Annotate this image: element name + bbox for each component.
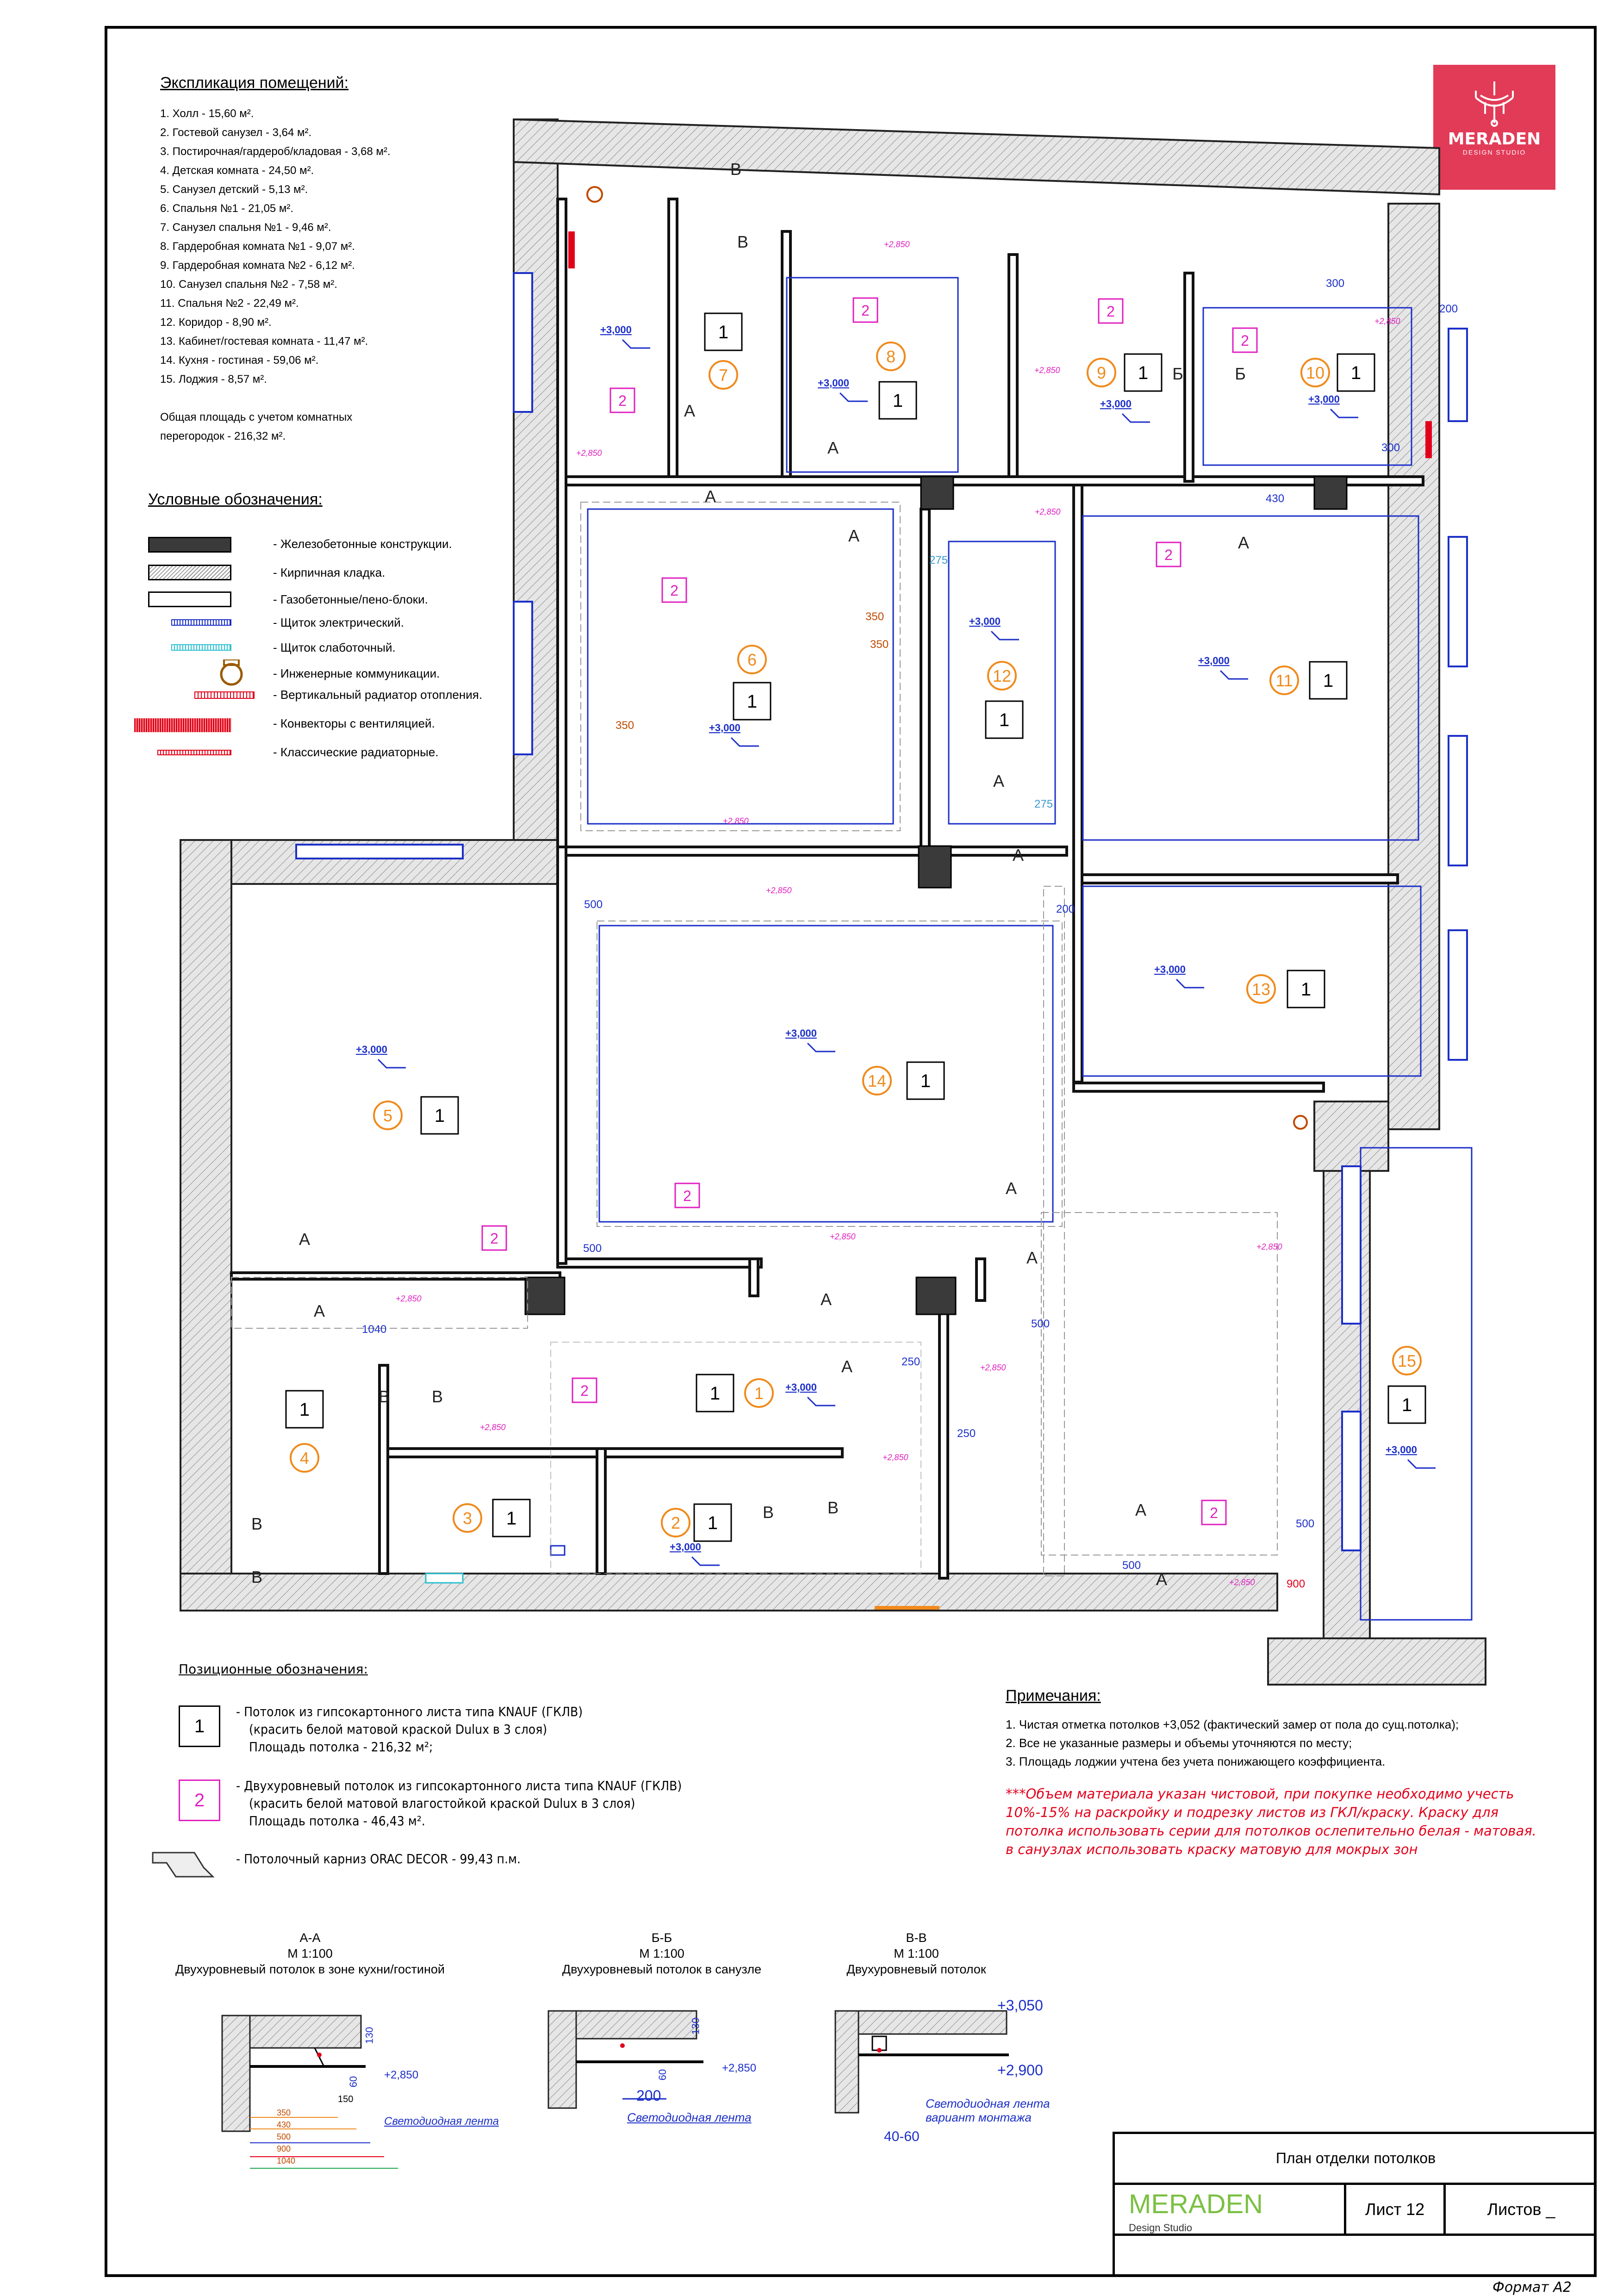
logo-sub: DESIGN STUDIO — [1462, 149, 1526, 156]
ceiling-type-number: 1 — [434, 1106, 445, 1126]
drop-level-label: +2,850 — [1034, 366, 1060, 375]
ceiling-type-number: 1 — [1323, 671, 1334, 691]
ceiling-type-number: 1 — [920, 1071, 931, 1091]
section-letter: А — [704, 487, 716, 506]
type2-number: 2 — [490, 1230, 498, 1247]
section-scale: М 1:100 — [894, 1947, 939, 1960]
total-area-line1: Общая площадь с учетом комнатных — [160, 411, 353, 423]
drop-level-label: +2,850 — [1035, 507, 1061, 516]
dim-label: 200 — [636, 2087, 661, 2104]
format-label: Формат А2 — [1492, 2279, 1572, 2296]
list-item: 2. Гостевой санузел - 3,64 м². — [160, 126, 312, 139]
type2-number: 2 — [618, 392, 627, 409]
description-line: Площадь потолка - 46,43 м². — [249, 1813, 425, 1829]
section-scale: М 1:100 — [287, 1947, 333, 1960]
ceiling-type-number: 1 — [1350, 363, 1362, 383]
section-letter: Б — [1235, 364, 1246, 383]
dim-label: 500 — [277, 2132, 291, 2141]
level-mark-label: +3,000 — [1154, 964, 1186, 975]
level-mark-label: +3,000 — [1386, 1444, 1417, 1456]
list-item: 7. Санузел спальня №1 - 9,46 м². — [160, 221, 331, 234]
dim-label: 430 — [277, 2120, 291, 2129]
drop-level-label: +2,850 — [396, 1294, 422, 1303]
ceiling-type-number: 1 — [707, 1513, 718, 1533]
led-label: Светодиодная лента — [384, 2115, 499, 2128]
notes-title: Примечания: — [1006, 1687, 1101, 1705]
list-item: 4. Детская комната - 24,50 м². — [160, 164, 314, 177]
led-variant-label: вариант монтажа — [926, 2110, 1032, 2124]
drop-level-label: +2,850 — [1256, 1242, 1282, 1251]
dimension-label: 430 — [1266, 492, 1285, 505]
dim-label: 60 — [657, 2069, 669, 2081]
drop-level-label: +2,850 — [980, 1363, 1006, 1372]
section-letter: А — [1005, 1179, 1017, 1198]
note-item: 2. Все не указанные размеры и объемы уточняются по месту; — [1006, 1736, 1352, 1750]
ceiling-type-number: 1 — [1401, 1395, 1412, 1415]
section-letter: В — [737, 232, 749, 251]
dimension-label: 200 — [1056, 903, 1075, 915]
description-line: - Двухуровневый потолок из гипсокартонного листа типа KNAUF (ГКЛВ) — [236, 1778, 682, 1793]
section-letter: А — [820, 1290, 832, 1309]
section-letter: В — [762, 1503, 774, 1522]
type2-number: 2 — [1241, 332, 1249, 349]
section-caption: Двухуровневый потолок в санузле — [562, 1962, 762, 1976]
section-letter: А — [993, 772, 1005, 790]
list-item: 1. Холл - 15,60 м². — [160, 107, 254, 120]
dimension-label: 500 — [584, 898, 603, 911]
ceiling-type-number: 1 — [1300, 979, 1312, 1000]
level-mark-label: +3,000 — [709, 722, 740, 734]
type2-number: 2 — [670, 582, 678, 599]
list-item: 6. Спальня №1 - 21,05 м². — [160, 202, 294, 215]
section-caption: Двухуровневый потолок в зоне кухни/гостиной — [175, 1962, 445, 1976]
level-mark-label: +3,000 — [1198, 655, 1230, 666]
ceiling-type-number: 1 — [718, 322, 729, 342]
ceiling-type-number: 1 — [506, 1508, 517, 1529]
list-item: 9. Гардеробная комната №2 - 6,12 м². — [160, 259, 355, 272]
level-label: +2,850 — [722, 2062, 757, 2074]
dimension-label: 275 — [929, 554, 948, 566]
list-item: 11. Спальня №2 - 22,49 м². — [160, 297, 299, 310]
drop-level-label: +2,850 — [883, 1453, 908, 1462]
room-number: 10 — [1306, 363, 1325, 382]
section-letter: В — [251, 1514, 263, 1533]
type2-number: 2 — [1164, 547, 1173, 563]
section-letter: А — [1156, 1570, 1168, 1589]
section-letter: В — [730, 160, 742, 179]
level-mark-label: +3,000 — [670, 1541, 701, 1553]
section-letter: А — [827, 438, 839, 457]
room-number: 1 — [754, 1384, 764, 1403]
ceiling-type-number: 1 — [746, 691, 758, 712]
description-line: Площадь потолка - 216,32 м²; — [249, 1739, 433, 1755]
note-item: 3. Площадь лоджии учтена без учета понижающего коэффициента. — [1006, 1755, 1386, 1768]
legend-label: - Вертикальный радиатор отопления. — [273, 688, 483, 702]
room-number: 13 — [1251, 980, 1271, 999]
title-block — [1113, 2132, 1597, 2277]
dim-label: 150 — [338, 2094, 354, 2104]
section-caption: Двухуровневый потолок — [846, 1962, 986, 1976]
led-label: Светодиодная лента — [627, 2110, 752, 2124]
room-number: 6 — [747, 650, 757, 669]
section-name: А-А — [299, 1931, 321, 1945]
list-item: 13. Кабинет/гостевая комната - 11,47 м². — [160, 335, 368, 348]
dimension-label: 500 — [583, 1242, 602, 1255]
room-number: 12 — [992, 666, 1012, 685]
note-item: 1. Чистая отметка потолков +3,052 (фактический замер от пола до сущ.потолка); — [1006, 1717, 1459, 1731]
dimension-label: 300 — [1326, 277, 1345, 290]
legend-label: - Щиток электрический. — [273, 616, 404, 629]
dim-label: 130 — [363, 2027, 375, 2044]
ceiling-type-number: 1 — [299, 1400, 310, 1420]
dimension-label: 300 — [1381, 442, 1400, 454]
section-letter: Б — [1172, 364, 1183, 383]
section-name: Б-Б — [651, 1931, 672, 1945]
dimension-label: 900 — [1287, 1578, 1306, 1590]
legend-label: - Классические радиаторные. — [273, 745, 439, 759]
dim-label: 350 — [277, 2108, 291, 2117]
dimension-label: 275 — [1034, 798, 1053, 810]
section-letter: В — [251, 1568, 263, 1587]
title-brand: MERADEN — [1129, 2189, 1263, 2219]
description-line: (красить белой матовой влагостойкой краской Dulux в 3 слоя) — [249, 1796, 635, 1811]
section-a-dims — [277, 2107, 295, 2167]
list-item: 3. Постирочная/гардероб/кладовая - 3,68 м². — [160, 145, 391, 158]
room-number: 15 — [1397, 1351, 1417, 1370]
level-mark-label: +3,000 — [356, 1044, 387, 1055]
type2-number: 2 — [1107, 303, 1115, 320]
ceiling-type-number: 1 — [892, 391, 903, 411]
room-number: 7 — [718, 366, 728, 385]
list-item: 10. Санузел спальня №2 - 7,58 м². — [160, 278, 337, 291]
drop-level-label: +2,850 — [1229, 1578, 1255, 1587]
room-number: 2 — [671, 1513, 681, 1532]
ceiling-type-number: 1 — [1138, 363, 1149, 383]
legend-label: - Кирпичная кладка. — [273, 566, 386, 579]
list-item: 14. Кухня - гостиная - 59,06 м². — [160, 354, 319, 367]
dim-label: 40-60 — [884, 2129, 920, 2144]
legend-label: - Железобетонные конструкции. — [273, 537, 452, 551]
level-mark-label: +3,000 — [1308, 393, 1340, 405]
dim-label: 900 — [277, 2144, 291, 2153]
dimension-label: 250 — [957, 1427, 976, 1440]
legend-label: - Щиток слаботочный. — [273, 641, 396, 654]
type2-number: 2 — [683, 1188, 691, 1204]
section-letter: А — [298, 1230, 311, 1249]
explication-title: Экспликация помещений: — [160, 74, 349, 92]
drop-level-label: +2,850 — [830, 1232, 856, 1241]
section-b-drawing — [548, 2011, 703, 2108]
section-letter: А — [1012, 846, 1024, 865]
description-line: (красить белой матовой краской Dulux в 3 слоя) — [249, 1722, 547, 1737]
level-mark-label: +3,000 — [785, 1027, 817, 1039]
ceiling-type2-marker: 2 — [179, 1780, 220, 1821]
dim-label: 1040 — [277, 2156, 296, 2165]
title-block-divider — [1115, 2234, 1597, 2236]
room-number: 9 — [1096, 363, 1107, 382]
type2-number: 2 — [861, 302, 870, 319]
room-number: 11 — [1275, 671, 1293, 690]
section-letter: А — [841, 1357, 853, 1376]
dimension-label: 350 — [870, 638, 889, 651]
dimension-label: 250 — [902, 1356, 920, 1368]
logo-name: MERADEN — [1448, 130, 1541, 149]
type2-number: 2 — [580, 1382, 589, 1399]
ceiling-type1-marker: 1 — [179, 1705, 220, 1747]
section-letter: В — [827, 1498, 839, 1517]
level-mark-label: +3,000 — [969, 616, 1001, 627]
dimension-label: 500 — [1122, 1559, 1141, 1572]
section-letter: А — [684, 401, 696, 420]
dimension-label: 350 — [865, 610, 884, 623]
description-line: - Потолок из гипсокартонного листа типа KNAUF (ГКЛВ) — [236, 1704, 583, 1719]
level-mark-label: +3,000 — [785, 1381, 817, 1393]
red-note-line: в санузлах использовать краску матовую для мокрых зон — [1006, 1842, 1418, 1857]
sheet-number: Лист 12 — [1344, 2185, 1446, 2236]
dim-label: 130 — [690, 2017, 702, 2035]
drop-level-label: +2,850 — [1374, 317, 1400, 326]
dimension-label: 200 — [1439, 303, 1458, 315]
level-label: +3,050 — [997, 1997, 1043, 2014]
title-brand-sub: Design Studio — [1129, 2222, 1192, 2234]
total-area-line2: перегородок - 216,32 м². — [160, 430, 286, 442]
section-name: В-В — [906, 1931, 927, 1945]
section-letter: В — [431, 1387, 443, 1406]
room-number: 8 — [886, 347, 896, 366]
section-letter: А — [313, 1301, 325, 1320]
red-note-line: ***Объем материала указан чистовой, при покупке необходимо учесть — [1006, 1786, 1514, 1802]
level-mark-label: +3,000 — [818, 377, 849, 389]
drop-level-label: +2,850 — [766, 886, 792, 895]
section-letter: А — [1237, 533, 1250, 552]
drop-level-label: +2,850 — [480, 1423, 506, 1432]
drop-level-label: +2,850 — [576, 448, 602, 458]
cornice-description: - Потолочный карниз ORAC DECOR - 99,43 п.м. — [236, 1851, 521, 1867]
type2-number: 2 — [1210, 1505, 1218, 1521]
drop-level-label: +2,850 — [723, 816, 749, 826]
dimension-label: 1040 — [362, 1323, 387, 1336]
red-note-line: потолка использовать серии для потолков ослепительно белая - матовая. — [1006, 1823, 1536, 1839]
room-number: 3 — [462, 1509, 473, 1528]
level-label: +2,900 — [997, 2062, 1043, 2078]
ceiling-type-number: 1 — [709, 1383, 721, 1404]
ceiling-type-number: 1 — [999, 710, 1010, 730]
legend-label: - Инженерные коммуникации. — [273, 666, 440, 680]
section-letter: В — [378, 1387, 390, 1406]
legend-label: - Газобетонные/пено-блоки. — [273, 592, 428, 606]
sheet-count: Листов _ — [1487, 2200, 1555, 2219]
red-note-line: 10%-15% на раскройку и подрезку листов из ГКЛ/краску. Краску для — [1006, 1804, 1499, 1820]
drawing-title: План отделки потолков — [1115, 2134, 1597, 2185]
level-mark-label: +3,000 — [600, 324, 632, 336]
dim-label: 60 — [348, 2076, 360, 2088]
level-label: +2,850 — [384, 2069, 419, 2081]
section-scale: М 1:100 — [639, 1947, 684, 1960]
dimension-label: 500 — [1296, 1518, 1315, 1530]
level-mark-label: +3,000 — [1100, 398, 1132, 410]
led-label: Светодиодная лента — [926, 2097, 1050, 2110]
dimension-label: 350 — [616, 719, 634, 732]
room-number: 5 — [383, 1106, 393, 1125]
dimension-label: 500 — [1031, 1318, 1050, 1330]
legend-label: - Конвекторы с вентиляцией. — [273, 716, 435, 730]
list-item: 8. Гардеробная комната №1 - 9,07 м². — [160, 240, 355, 253]
section-letter: А — [848, 526, 860, 545]
positional-heading: Позиционные обозначения: — [179, 1661, 368, 1677]
drop-level-label: +2,850 — [884, 240, 910, 249]
section-letter: А — [1026, 1248, 1038, 1267]
section-letter: А — [1135, 1500, 1147, 1519]
legend-title: Условные обозначения: — [148, 491, 323, 508]
room-number: 14 — [867, 1071, 887, 1090]
list-item: 5. Санузел детский - 5,13 м². — [160, 183, 308, 196]
list-item: 12. Коридор - 8,90 м². — [160, 316, 272, 329]
list-item: 15. Лоджия - 8,57 м². — [160, 373, 267, 386]
room-number: 4 — [299, 1449, 310, 1468]
